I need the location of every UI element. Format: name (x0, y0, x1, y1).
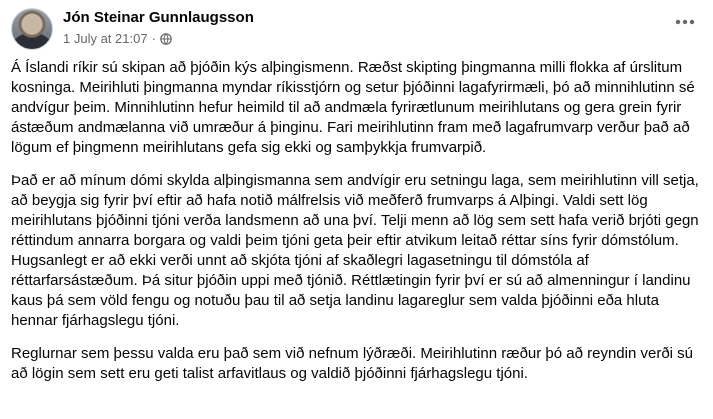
meta-separator: · (151, 31, 156, 46)
post-header (11, 8, 701, 50)
post-paragraph: Á Íslandi ríkir sú skipan að þjóðin kýs alþingismenn. Ræðst skipting þingmanna milli flokka af úrslitum kosninga. Meirihluti þingmanna myndar ríkisstjórn og setur þjóðinni lagafyrirmæli, þó að minnihlutinn sé andvígur þeim. Minnihlutinn hefur heimild til að andmæla fyrirætlunum meirihlutans og gera grein fyrir ástæðum andmælanna við umræður á þinginu. Fari meirihlutinn fram með lagafrumvarp verður það að lögum ef þingmenn meirihlutans gefa sig ekki og samþykkja frumvarpið. (11, 59, 695, 156)
post-body (11, 58, 703, 384)
more-options-icon[interactable] (673, 12, 697, 32)
post-paragraph: Reglurnar sem þessu valda eru það sem við nefnum lýðræði. Meirihlutinn ræður þó að reyndin verði sú að lögin sem sett eru geti talist arfavitlaus og valdið þjóðinni fjárhagslegu tjóni. (11, 345, 694, 382)
avatar[interactable] (11, 8, 53, 50)
post-meta (63, 31, 172, 46)
post-timestamp[interactable]: 1 July at 21:07 (63, 31, 148, 46)
author-name[interactable]: Jón Steinar Gunnlaugsson (63, 9, 254, 26)
post-paragraph: Það er að mínum dómi skylda alþingismanna sem andvígir eru setningu laga, sem meirihlutinn vill setja, að beygja sig fyrir því eftir að hafa notið málfrelsis við meðferð frumvarps á Alþingi. Valdi sett lög meirihlutans þjóðinni tjóni verða landsmenn að una því. Telji menn að lög sem sett hafa verið brjóti gegn réttindum annarra borgara og valdi þeim tjóni geta þeir eftir atvikum leitað réttar síns fyrir dómstólum. Hugsanlegt er að ekki verði unnt að skjóta tjóni af skaðlegri lagasetningu til dómstóla af réttarfarsástæðum. Þá situr þjóðin uppi með tjónið. Réttlætingin fyrir því er sú að almenningur í landinu kaus þá sem völd fengu og notuðu þau til að setja landinu lagareglur sem valda þjóðinni eða hluta hennar fjárhagslegu tjóni. (11, 172, 699, 329)
globe-icon[interactable] (160, 33, 172, 45)
